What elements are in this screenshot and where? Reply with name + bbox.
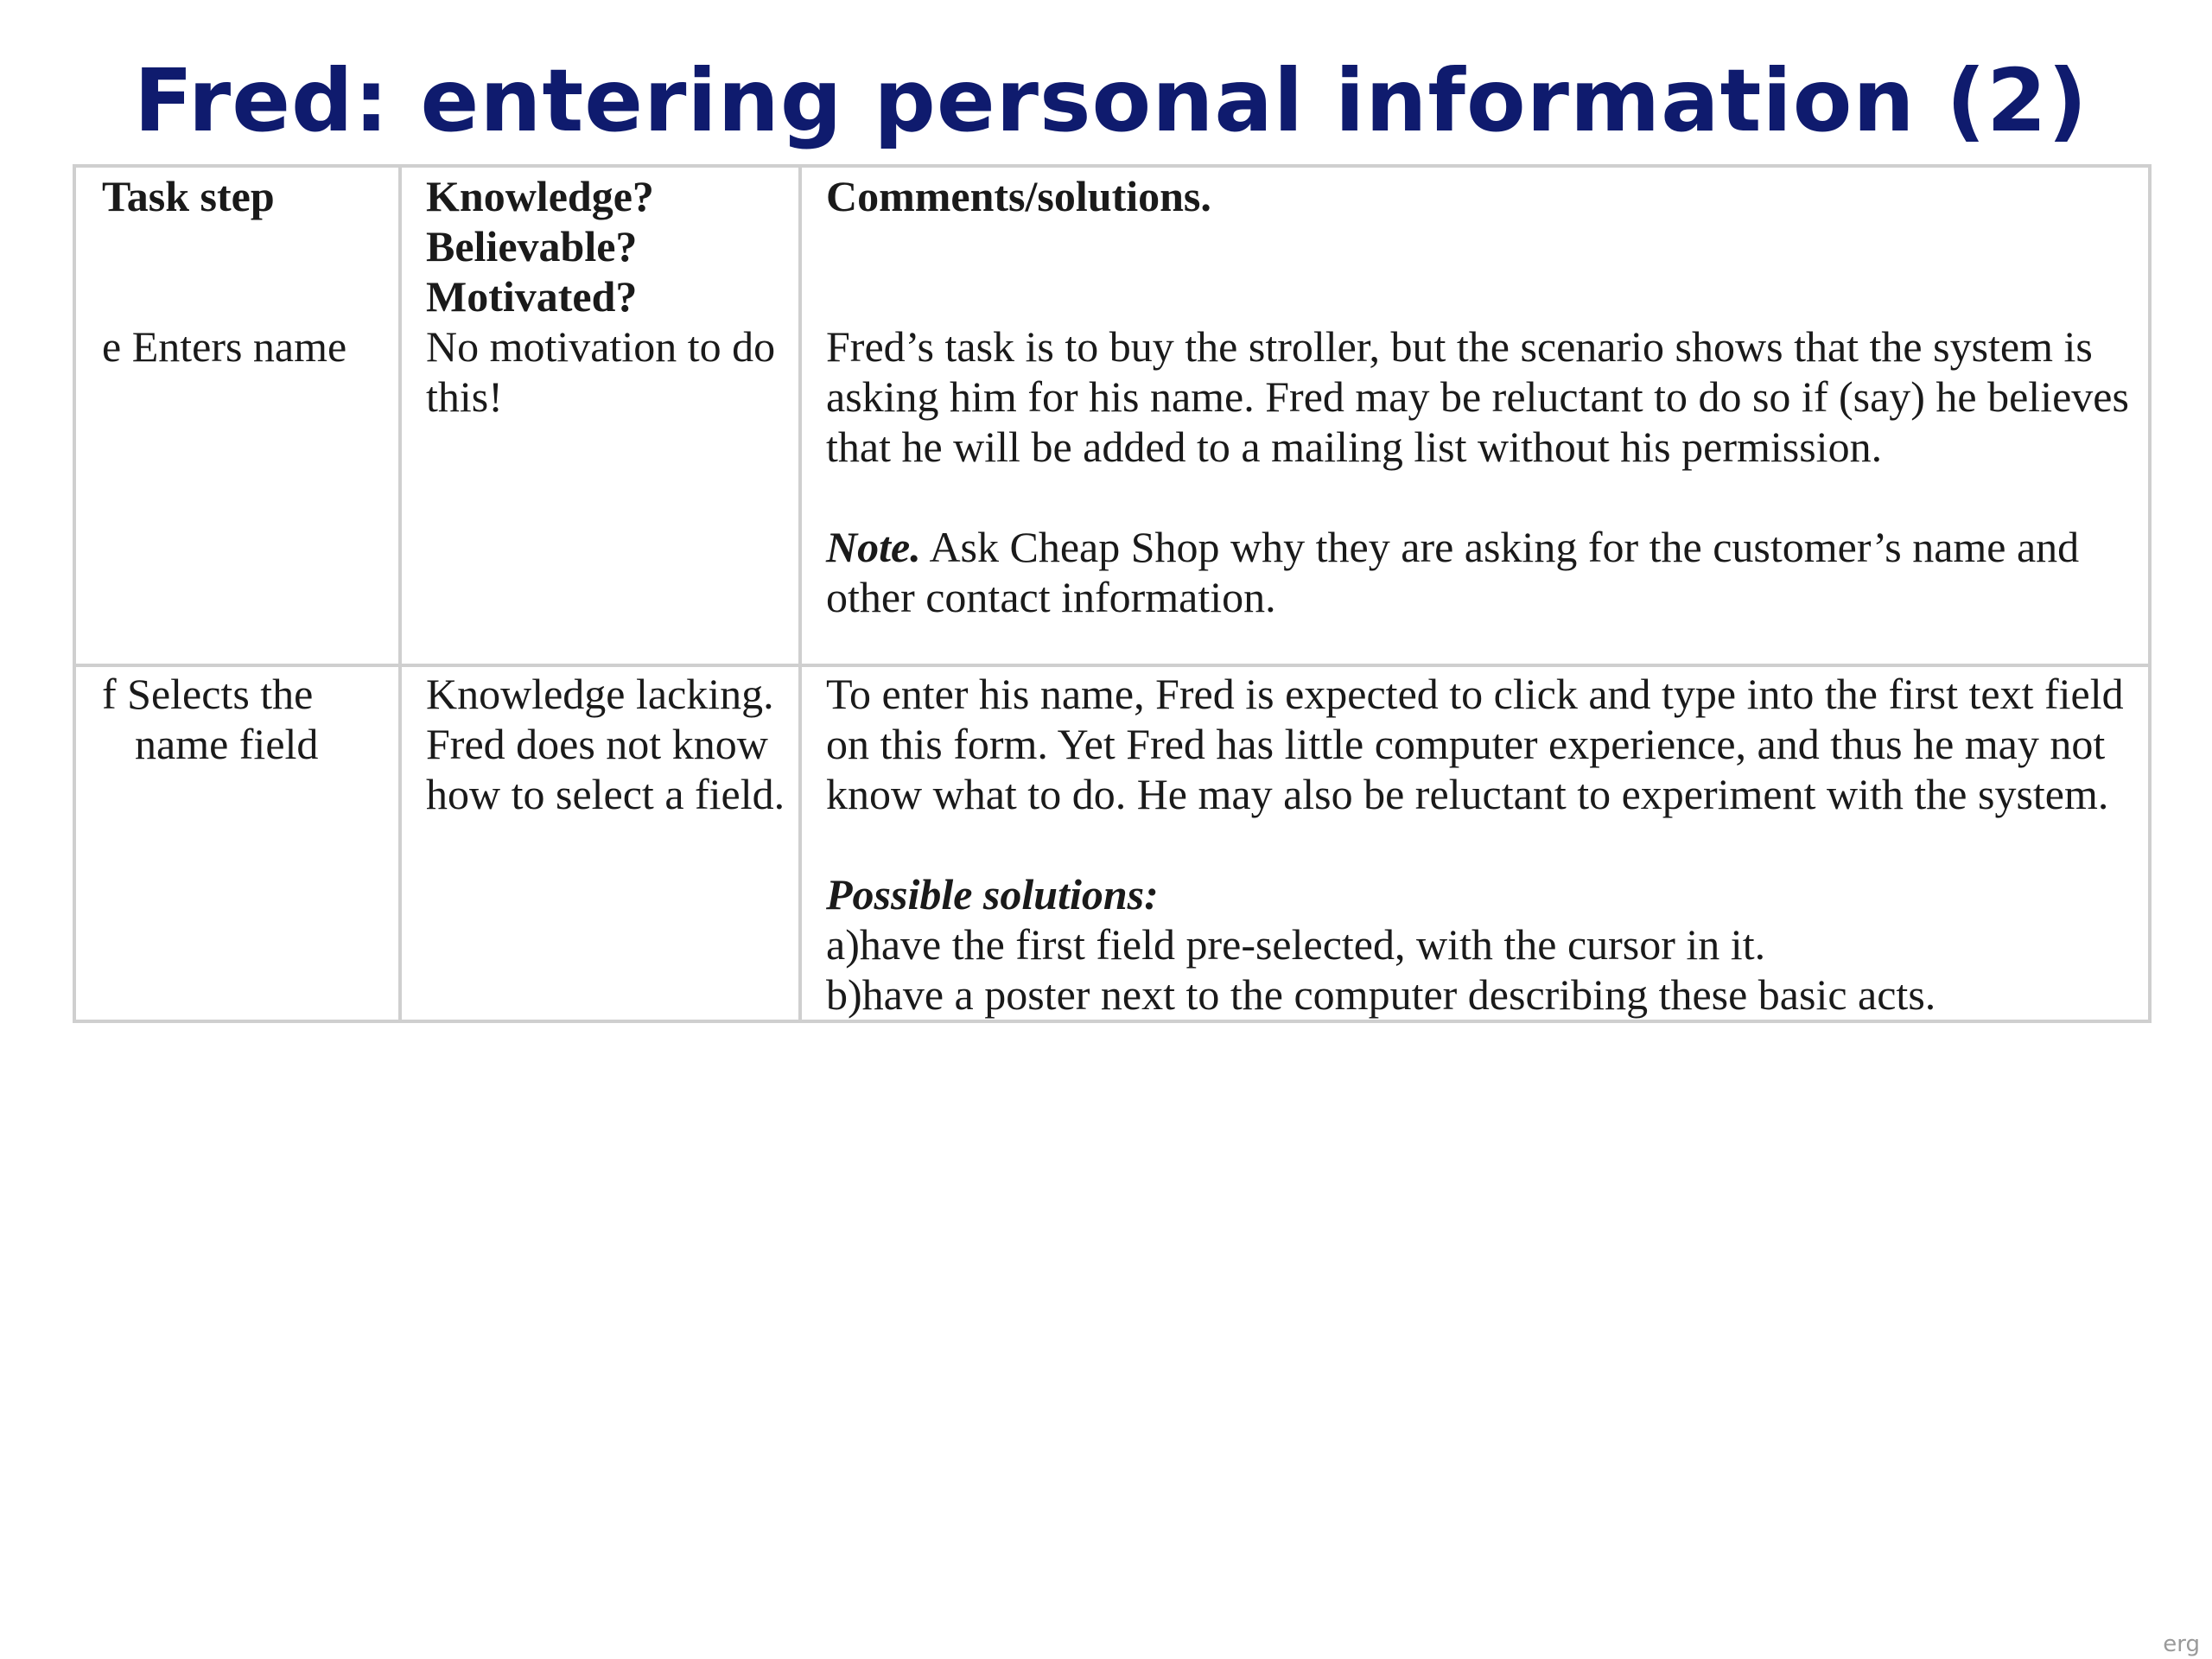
table-row — [74, 665, 2150, 1021]
header-knowledge-believable-motivated — [400, 166, 800, 321]
table-row — [74, 321, 2150, 665]
comment-paragraph: To enter his name, Fred is expected to click and type into the first text field on this form. Yet Fred has little computer experience, and thus he may not know what to do. He may also be reluctant to experiment with the system. — [826, 670, 2124, 818]
header-believable: Believable? — [426, 222, 638, 270]
solution-item: b)have a poster next to the computer describing these basic acts. — [826, 970, 1936, 1019]
note-label: Note. — [826, 523, 921, 571]
footer-text-fragment: erg — [2163, 1631, 2200, 1657]
solution-item: a)have the first field pre-selected, with the cursor in it. — [826, 920, 1766, 969]
kbm-cell: Knowledge lacking. Fred does not know how to select a field. — [400, 665, 800, 1021]
solutions-heading: Possible solutions: — [826, 870, 1159, 918]
task-step-text: f Selects the name field — [102, 670, 319, 768]
comment-paragraph: Fred’s task is to buy the stroller, but the scenario shows that the system is asking him for his name. Fred may be reluctant to do so if (say) he believes that he will be added to a mailing list without his permission. — [826, 322, 2129, 471]
cognitive-walkthrough-table — [73, 164, 2152, 1023]
header-knowledge: Knowledge? — [426, 172, 654, 220]
slide-title: Fred: entering personal information (2) — [134, 50, 2088, 151]
comments-cell — [800, 321, 2150, 665]
task-step-cell: e Enters name — [74, 321, 400, 665]
note-text: Ask Cheap Shop why they are asking for the customer’s name and other contact information. — [826, 523, 2080, 621]
header-motivated: Motivated? — [426, 272, 638, 321]
header-comments: Comments/solutions. — [800, 166, 2150, 321]
comments-cell — [800, 665, 2150, 1021]
header-task-step: Task step — [74, 166, 400, 321]
kbm-cell: No motivation to do this! — [400, 321, 800, 665]
task-step-cell — [74, 665, 400, 1021]
table-header-row — [74, 166, 2150, 321]
note-paragraph — [826, 522, 2131, 622]
